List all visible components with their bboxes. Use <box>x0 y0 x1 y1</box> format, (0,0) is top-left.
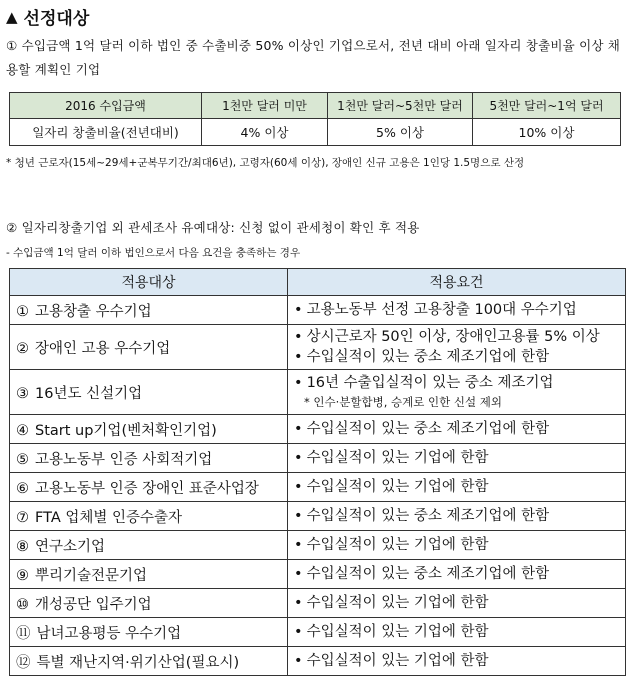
row-number: ⑤ <box>16 451 29 468</box>
requirement-text: 수입실적이 있는 중소 제조기업에 한함 <box>306 349 550 365</box>
table-row <box>10 560 626 589</box>
row-number: ⑫ <box>16 654 31 671</box>
row-number: ① <box>16 303 29 320</box>
table-header-cell: 1천만 달러~5천만 달러 <box>328 93 473 119</box>
target-label: 개성공단 입주기업 <box>35 596 152 613</box>
table-cell: 4% 이상 <box>202 119 328 146</box>
row-number: ⑧ <box>16 538 29 555</box>
row-number: ⑩ <box>16 596 29 613</box>
target-requirements-table <box>9 268 626 676</box>
target-cell <box>10 618 288 647</box>
target-label: 고용노동부 인증 사회적기업 <box>35 451 213 468</box>
requirement-cell <box>288 296 626 325</box>
requirement-cell <box>288 647 626 676</box>
row-number: ⑪ <box>16 625 31 642</box>
requirement-text: 수입실적이 있는 중소 제조기업에 한함 <box>306 566 550 582</box>
section-heading-text: 선정대상 <box>23 9 90 29</box>
requirement-note: * 인수·분할합병, 승계로 인한 신설 제외 <box>304 395 502 409</box>
requirement-text: 수입실적이 있는 기업에 한함 <box>306 624 489 640</box>
target-label: 16년도 신설기업 <box>35 385 143 402</box>
requirement-cell <box>288 618 626 647</box>
requirement-line <box>294 564 619 584</box>
requirement-line <box>294 300 619 320</box>
requirement-text: 수입실적이 있는 기업에 한함 <box>306 450 489 466</box>
requirement-cell <box>288 560 626 589</box>
bullet-icon: • <box>294 349 303 365</box>
section1-text: ① 수입금액 1억 달러 이하 법인 중 수출비중 50% 이상인 기업으로서, 전년 대비 아래 일자리 창출비율 이상 채용할 계획인 기업 <box>6 38 621 77</box>
table-row <box>10 647 626 676</box>
row-number: ② <box>16 340 29 357</box>
requirement-line <box>294 327 619 347</box>
table-header-cell: 5천만 달러~1억 달러 <box>473 93 621 119</box>
table-row <box>10 119 621 146</box>
requirement-text: 수입실적이 있는 기업에 한함 <box>306 653 489 669</box>
requirement-line <box>294 651 619 671</box>
target-cell <box>10 325 288 370</box>
table-header-cell: 1천만 달러 미만 <box>202 93 328 119</box>
requirement-text: 수입실적이 있는 기업에 한함 <box>306 537 489 553</box>
requirement-text: 수입실적이 있는 기업에 한함 <box>306 479 489 495</box>
section-heading <box>6 4 89 29</box>
row-number: ⑥ <box>16 480 29 497</box>
requirement-text: 수입실적이 있는 기업에 한함 <box>306 595 489 611</box>
requirement-line <box>294 477 619 497</box>
target-label: 남녀고용평등 우수기업 <box>36 625 182 642</box>
bullet-icon: • <box>294 595 303 611</box>
requirement-cell <box>288 444 626 473</box>
bullet-icon: • <box>294 508 303 524</box>
target-label: 뿌리기술전문기업 <box>35 567 148 584</box>
bullet-icon: • <box>294 329 303 345</box>
target-cell <box>10 296 288 325</box>
requirement-line <box>294 347 619 367</box>
bullet-icon: • <box>294 479 303 495</box>
bullet-icon: • <box>294 653 303 669</box>
requirement-line <box>294 419 619 439</box>
requirement-text: 고용노동부 선정 고용창출 100대 우수기업 <box>306 302 577 318</box>
target-label: 연구소기업 <box>35 538 106 555</box>
table-row <box>10 296 626 325</box>
requirement-line <box>294 622 619 642</box>
target-label: Start up기업(벤처확인기업) <box>35 422 217 439</box>
target-label: 고용노동부 인증 장애인 표준사업장 <box>35 480 259 497</box>
triangle-up-icon: ▲ <box>6 7 18 26</box>
target-label: 고용창출 우수기업 <box>35 303 152 320</box>
table-header-cell: 적용요건 <box>288 269 626 296</box>
requirement-cell <box>288 325 626 370</box>
target-label: 장애인 고용 우수기업 <box>35 340 171 357</box>
requirement-line <box>294 593 619 613</box>
requirement-cell <box>288 473 626 502</box>
table-cell: 5% 이상 <box>328 119 473 146</box>
row-number: ④ <box>16 422 29 439</box>
bullet-icon: • <box>294 421 303 437</box>
table-row <box>10 473 626 502</box>
table-row <box>10 502 626 531</box>
bullet-icon: • <box>294 450 303 466</box>
target-label: FTA 업체별 인증수출자 <box>35 509 183 526</box>
target-cell <box>10 531 288 560</box>
row-number: ⑦ <box>16 509 29 526</box>
target-cell <box>10 502 288 531</box>
target-cell <box>10 589 288 618</box>
table-header-cell: 적용대상 <box>10 269 288 296</box>
target-label: 특별 재난지역·위기산업(필요시) <box>36 654 240 671</box>
bullet-icon: • <box>294 302 303 318</box>
requirement-line <box>294 506 619 526</box>
bullet-icon: • <box>294 375 303 391</box>
requirement-text: 16년 수출입실적이 있는 중소 제조기업 <box>306 375 554 391</box>
bullet-icon: • <box>294 566 303 582</box>
table-header-row <box>10 93 621 119</box>
requirement-cell <box>288 370 626 415</box>
table-row <box>10 415 626 444</box>
table-row <box>10 531 626 560</box>
requirement-line <box>294 448 619 468</box>
requirement-cell <box>288 531 626 560</box>
table-header-cell: 2016 수입금액 <box>10 93 202 119</box>
table-cell: 일자리 창출비율(전년대비) <box>10 119 202 146</box>
table-header-row <box>10 269 626 296</box>
bullet-icon: • <box>294 624 303 640</box>
target-cell <box>10 444 288 473</box>
requirement-text: 수입실적이 있는 중소 제조기업에 한함 <box>306 421 550 437</box>
bullet-icon: • <box>294 537 303 553</box>
table-row <box>10 444 626 473</box>
target-cell <box>10 415 288 444</box>
footnote: * 청년 근로자(15세~29세+군복무기간/최대6년), 고령자(60세 이상), 장애인 신규 고용은 1인당 1.5명으로 산정 <box>6 157 525 169</box>
target-cell <box>10 647 288 676</box>
requirement-line <box>294 535 619 555</box>
table-row <box>10 589 626 618</box>
target-cell <box>10 370 288 415</box>
table-row <box>10 325 626 370</box>
requirement-cell <box>288 502 626 531</box>
target-cell <box>10 560 288 589</box>
requirement-text: 수입실적이 있는 중소 제조기업에 한함 <box>306 508 550 524</box>
table-cell: 10% 이상 <box>473 119 621 146</box>
section2-subtext: - 수입금액 1억 달러 이하 법인으로서 다음 요건을 충족하는 경우 <box>6 247 301 259</box>
table-row <box>10 618 626 647</box>
row-number: ③ <box>16 385 29 402</box>
row-number: ⑨ <box>16 567 29 584</box>
section2-text: ② 일자리창출기업 외 관세조사 유예대상: 신청 없이 관세청이 확인 후 적용 <box>6 220 420 235</box>
requirement-cell <box>288 589 626 618</box>
requirement-text: 상시근로자 50인 이상, 장애인고용률 5% 이상 <box>306 329 600 345</box>
requirement-cell <box>288 415 626 444</box>
requirement-line <box>294 373 619 393</box>
job-creation-ratio-table <box>9 92 621 146</box>
target-cell <box>10 473 288 502</box>
table-row <box>10 370 626 415</box>
